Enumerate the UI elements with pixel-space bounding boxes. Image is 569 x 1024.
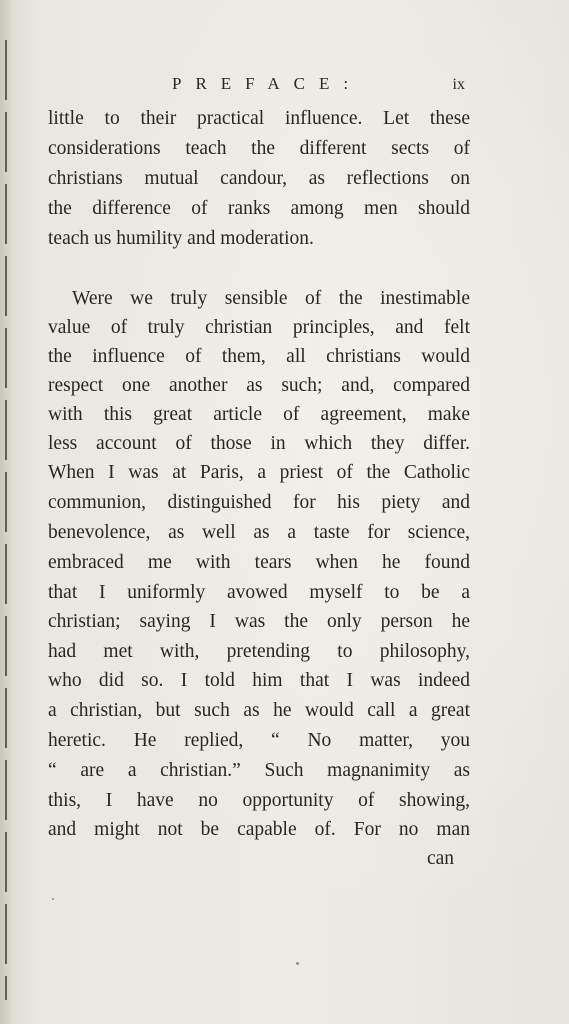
text-line: respect one another as such; and, compared: [48, 375, 470, 396]
text-line: had met with, pretending to philosophy,: [48, 641, 470, 662]
text-line: with this great article of agreement, make: [48, 404, 470, 425]
text-line: christians mutual candour, as reflections on: [48, 168, 470, 189]
text-line: that I uniformly avowed myself to be a: [48, 582, 470, 603]
text-line: this, I have no opportunity of showing,: [48, 790, 470, 811]
page-number: ix: [452, 76, 465, 93]
text-line: teach us humility and moderation.: [48, 228, 314, 249]
text-line: heretic. He replied, “ No matter, you: [48, 730, 470, 751]
catchword: can: [427, 848, 455, 869]
text-line: the difference of ranks among men should: [48, 198, 470, 219]
text-line: little to their practical influence. Let these: [48, 108, 470, 129]
text-line: and might not be capable of. For no man: [48, 819, 470, 840]
running-head: PREFACE:: [172, 74, 363, 93]
paper-speck: [52, 898, 54, 900]
text-line: Were we truly sensible of the inestimable: [72, 288, 470, 309]
text-line: a christian, but such as he would call a great: [48, 700, 470, 721]
text-line: “ are a christian.” Such magnanimity as: [48, 760, 470, 781]
text-line: value of truly christian principles, and felt: [48, 317, 470, 338]
text-line: considerations teach the different sects of: [48, 138, 470, 159]
text-line: less account of those in which they differ.: [48, 433, 470, 454]
text-line: who did so. I told him that I was indeed: [48, 670, 470, 691]
paper-speck: [296, 962, 299, 965]
text-line: the influence of them, all christians would: [48, 346, 470, 367]
text-line: When I was at Paris, a priest of the Catholic: [48, 462, 470, 483]
text-line: christian; saying I was the only person he: [48, 611, 470, 632]
text-line: communion, distinguished for his piety and: [48, 492, 470, 513]
text-line: embraced me with tears when he found: [48, 552, 470, 573]
text-line: benevolence, as well as a taste for science,: [48, 522, 470, 543]
